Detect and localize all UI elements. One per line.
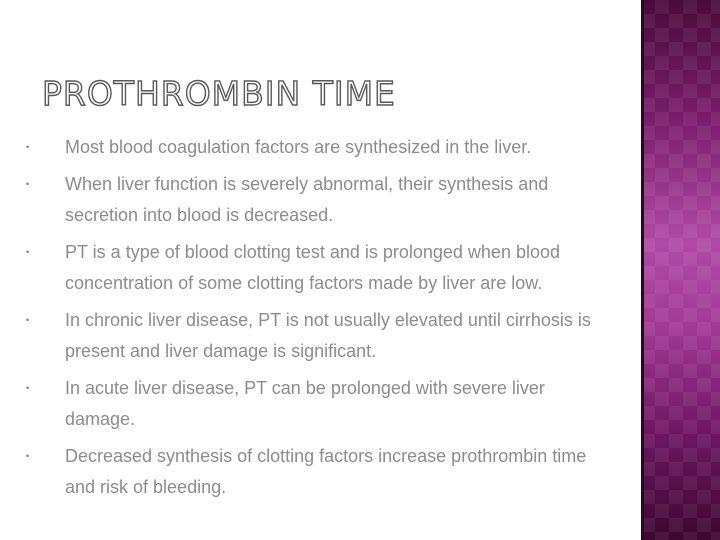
bullet-item bbox=[0, 237, 605, 299]
bullet-text: Most blood coagulation factors are synthesized in the liver. bbox=[65, 137, 532, 157]
bullet-item bbox=[0, 169, 605, 231]
decorative-side-band bbox=[641, 0, 720, 540]
bullet-item bbox=[0, 305, 605, 367]
side-band-edge bbox=[641, 0, 644, 540]
bullet-text: In acute liver disease, PT can be prolonged with severe liver damage. bbox=[65, 378, 545, 429]
bullet-dot-icon: • bbox=[26, 383, 30, 393]
bullet-text: Decreased synthesis of clotting factors increase prothrombin time and risk of bleeding. bbox=[65, 446, 587, 497]
bullet-item bbox=[0, 441, 605, 503]
bullet-text: When liver function is severely abnormal, their synthesis and secretion into blood is decreased. bbox=[65, 174, 549, 225]
bullet-dot-icon: • bbox=[26, 179, 30, 189]
bullet-item bbox=[0, 132, 605, 163]
bullet-text: In chronic liver disease, PT is not usually elevated until cirrhosis is present and liver damage is significant. bbox=[65, 310, 591, 361]
bullet-dot-icon: • bbox=[26, 142, 30, 152]
bullet-text: PT is a type of blood clotting test and is prolonged when blood concentration of some clotting factors made by liver are low. bbox=[65, 242, 560, 293]
slide-title: PROTHROMBIN TIME bbox=[42, 74, 396, 113]
bullet-item bbox=[0, 373, 605, 435]
bullet-dot-icon: • bbox=[26, 451, 30, 461]
bullet-list bbox=[0, 132, 605, 509]
bullet-dot-icon: • bbox=[26, 247, 30, 257]
bullet-dot-icon: • bbox=[26, 315, 30, 325]
